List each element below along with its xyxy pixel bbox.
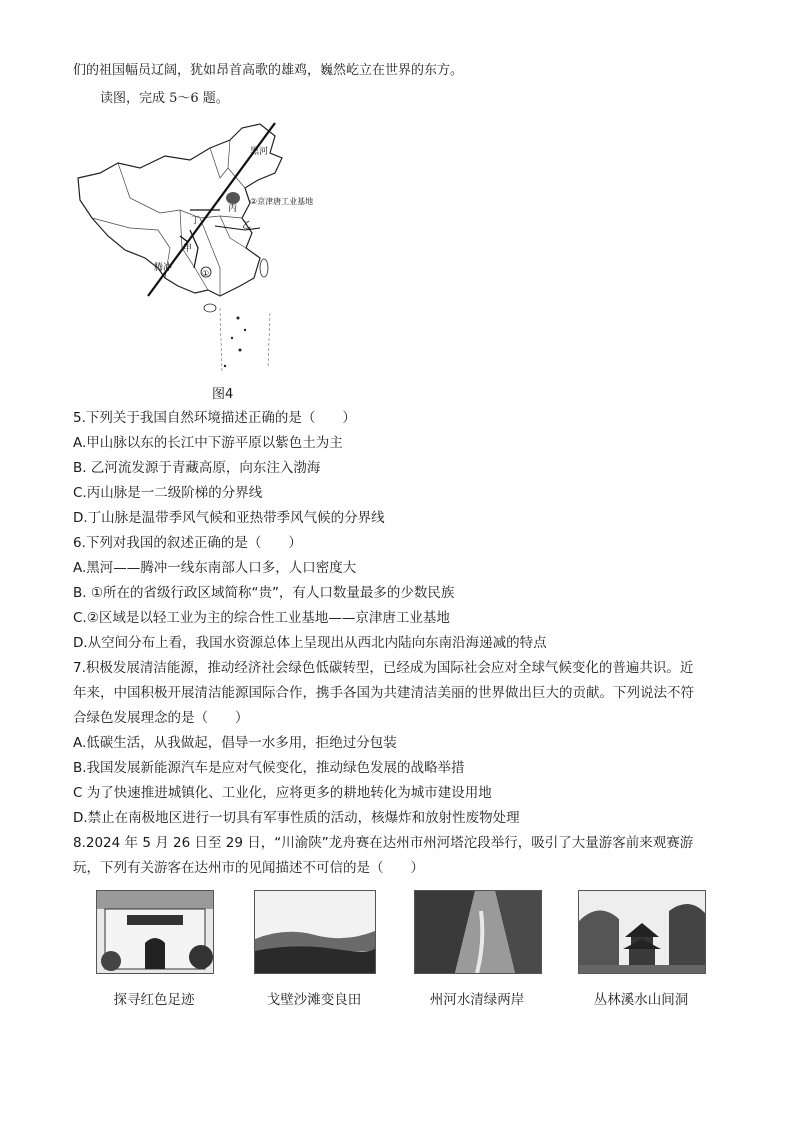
q6-option-a: A.黑河——腾冲一线东南部人口多，人口密度大 [73,560,357,576]
caption-2: 戈壁沙滩变良田 [266,992,362,1008]
label-industrial-base: ②京津唐工业基地 [250,197,314,206]
label-jia: 甲 [183,244,193,254]
q5-option-a: A.甲山脉以东的长江中下游平原以紫色土为主 [73,435,343,451]
china-map [70,118,355,380]
photo-zhouhe-river [414,890,542,974]
q6-option-b: B. ①所在的省级行政区域简称“贵”，有人口数量最多的少数民族 [73,585,455,601]
label-bing: 丙 [228,204,238,214]
q7-option-c: C 为了快速推进城镇化、工业化，应将更多的耕地转化为城市建设用地 [73,785,492,801]
caption-4: 丛林溪水山间洞 [593,992,689,1008]
caption-1: 探寻红色足迹 [113,992,195,1008]
q8-stem-line2: 玩，下列有关游客在达州市的见闻描述不可信的是（ ） [73,860,424,876]
q6-stem: 6.下列对我国的叙述正确的是（ ） [73,535,302,551]
intro-line: 们的祖国幅员辽阔，犹如昂首高歌的雄鸡，巍然屹立在世界的东方。 [73,63,464,78]
q5-stem: 5.下列关于我国自然环境描述正确的是（ ） [73,410,356,426]
figure-caption: 图4 [212,387,234,402]
caption-3: 州河水清绿两岸 [429,992,525,1008]
photo-forest-pagoda [578,890,706,974]
q7-option-b: B.我国发展新能源汽车是应对气候变化，推动绿色发展的战略举措 [73,760,465,776]
q5-option-d: D.丁山脉是温带季风气候和亚热带季风气候的分界线 [73,510,385,526]
label-tengchong: 腾冲 [154,263,173,273]
q7-option-d: D.禁止在南极地区进行一切具有军事性质的活动，核爆炸和放射性废物处理 [73,810,520,826]
label-area-1: ① [202,269,210,278]
china-map-figure [70,118,355,380]
q7-option-a: A.低碳生活，从我做起，倡导一水多用，拒绝过分包装 [73,735,397,751]
q7-stem-line1: 7.积极发展清洁能源，推动经济社会绿色低碳转型，已经成为国际社会应对全球气候变化的普遍共识。近 [73,660,694,676]
q5-option-b: B. 乙河流发源于青藏高原，向东注入渤海 [73,460,321,476]
label-heihe: 黑河 [250,147,269,157]
q7-stem-line2: 年来，中国积极开展清洁能源国际合作，携手各国为共建清洁美丽的世界做出巨大的贡献。下列说法不符 [73,685,694,701]
photo-red-memorial [96,890,214,974]
q7-stem-line3: 合绿色发展理念的是（ ） [73,710,249,726]
q5-option-c: C.丙山脉是一二级阶梯的分界线 [73,485,263,501]
q6-option-c: C.②区域是以轻工业为主的综合性工业基地——京津唐工业基地 [73,610,450,626]
q6-option-d: D.从空间分布上看，我国水资源总体上呈现出从西北内陆向东南沿海递减的特点 [73,635,547,651]
photo-gobi-desert [254,890,376,974]
label-yi: 乙 [242,221,252,231]
read-instruction: 读图，完成 5～6 题。 [100,91,229,106]
q8-stem-line1: 8.2024 年 5 月 26 日至 29 日，“川渝陕”龙舟赛在达州市州河塔沱段举行，吸引了大量游客前来观赛游 [73,835,694,851]
label-ding: 丁 [191,216,201,226]
